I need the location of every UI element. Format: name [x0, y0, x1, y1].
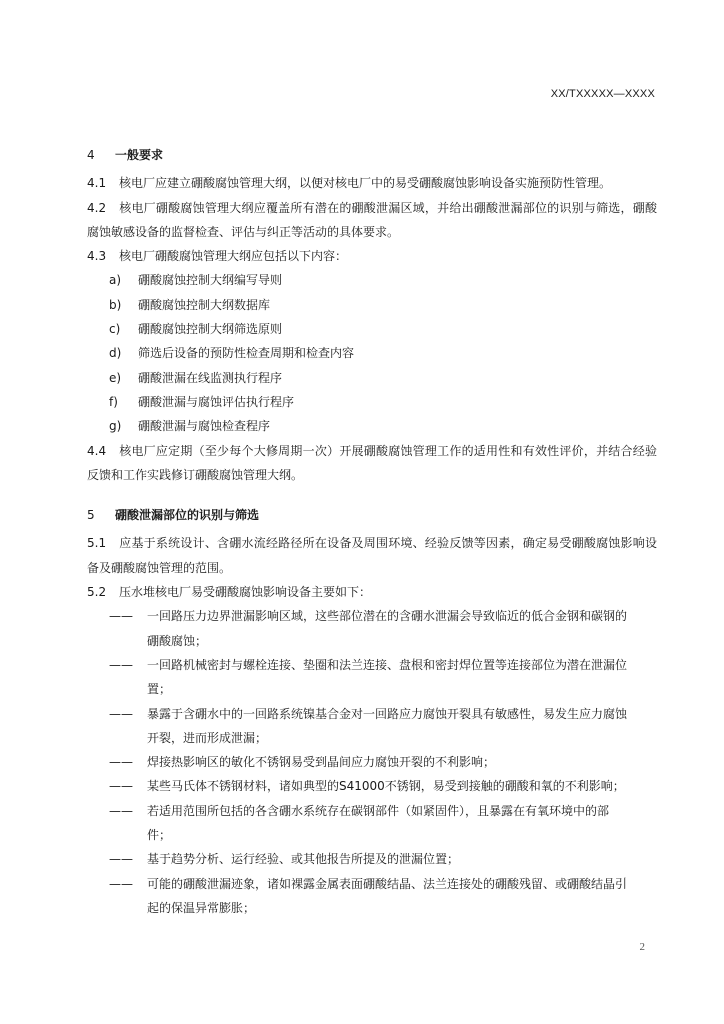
list-marker: g) — [109, 419, 122, 434]
section-number: 5 — [87, 508, 95, 523]
list-item — [87, 366, 657, 390]
list-text: 硼酸泄漏与腐蚀评估执行程序 — [138, 394, 295, 409]
dash-text-continued: 起的保温异常膨胀； — [147, 900, 256, 915]
dash-item — [87, 774, 657, 798]
list-text: 硼酸腐蚀控制大纲筛选原则 — [138, 322, 283, 337]
section-title: 硼酸泄漏部位的识别与筛选 — [115, 508, 260, 523]
dash-marker: —— — [109, 755, 133, 770]
list-marker: a) — [109, 273, 122, 288]
dash-text: 可能的硼酸泄漏迹象，诸如裸露金属表面硼酸结晶、法兰连接处的硼酸残留、或硼酸结晶引 — [147, 876, 628, 891]
dash-text: 基于趋势分析、运行经验、或其他报告所提及的泄漏位置； — [147, 852, 460, 867]
clause-text: 核电厂硼酸腐蚀管理大纲应覆盖所有潜在的硼酸泄漏区域，并给出硼酸泄漏部位的识别与筛选，硼酸腐蚀敏感设备的监督检查、评估与纠正等活动的具体要求。 — [87, 200, 657, 239]
dash-item — [87, 750, 657, 774]
clause-text: 核电厂硼酸腐蚀管理大纲应包括以下内容： — [119, 249, 348, 264]
list-item — [87, 317, 657, 341]
dash-text-continued: 开裂，进而形成泄漏； — [147, 730, 268, 745]
dash-item — [87, 847, 657, 871]
dash-item — [87, 872, 657, 921]
clause-4-2 — [87, 196, 657, 245]
list-item — [87, 293, 657, 317]
dash-marker: —— — [109, 779, 133, 794]
section-title: 一般要求 — [115, 148, 164, 162]
clause-4-4 — [87, 439, 657, 488]
dash-marker: —— — [109, 706, 133, 721]
list-marker: b) — [109, 297, 122, 312]
page-number: 2 — [639, 941, 645, 953]
list-item — [87, 390, 657, 414]
dash-item — [87, 604, 657, 653]
section-heading-5 — [87, 503, 657, 527]
list-text: 硼酸腐蚀控制大纲数据库 — [138, 297, 271, 312]
document-code-header: XX/TXXXXX—XXXX — [550, 88, 655, 100]
clause-text: 压水堆核电厂易受硼酸腐蚀影响设备主要如下： — [119, 585, 372, 600]
clause-4-3 — [87, 244, 657, 268]
clause-4-1 — [87, 171, 657, 195]
dash-marker: —— — [109, 876, 133, 891]
clause-text: 核电厂应定期（至少每个大修周期一次）开展硼酸腐蚀管理工作的适用性和有效性评价，并结合经验反馈和工作实践修订硼酸腐蚀管理大纲。 — [87, 443, 657, 482]
list-marker: f) — [109, 394, 118, 409]
list-marker: d) — [109, 346, 122, 361]
clause-text: 核电厂应建立硼酸腐蚀管理大纲，以便对核电厂中的易受硼酸腐蚀影响设备实施预防性管理。 — [119, 176, 612, 191]
dash-text: 一回路机械密封与螺栓连接、垫圈和法兰连接、盘根和密封焊位置等连接部位为潜在泄漏位 — [147, 657, 628, 672]
clause-number: 4.2 — [87, 200, 107, 215]
dash-text-continued: 置； — [147, 682, 172, 697]
clause-number: 4.3 — [87, 249, 107, 264]
section-number: 4 — [87, 148, 95, 162]
list-item — [87, 268, 657, 292]
dash-text: 若适用范围所包括的各含硼水系统存在碳钢部件（如紧固件），且暴露在有氧环境中的部 — [147, 803, 610, 818]
list-marker: e) — [109, 370, 122, 385]
clause-number: 5.1 — [87, 536, 107, 551]
list-marker: c) — [109, 322, 121, 337]
dash-marker: —— — [109, 852, 133, 867]
dash-marker: —— — [109, 609, 133, 624]
list-text: 硼酸泄漏与腐蚀检查程序 — [138, 419, 271, 434]
list-item — [87, 341, 657, 365]
dash-item — [87, 653, 657, 702]
list-text: 硼酸腐蚀控制大纲编写导则 — [138, 273, 283, 288]
list-item — [87, 414, 657, 438]
section-heading-4 — [87, 143, 657, 167]
clause-number: 4.1 — [87, 176, 107, 191]
dash-marker: —— — [109, 803, 133, 818]
list-text: 筛选后设备的预防性检查周期和检查内容 — [138, 346, 355, 361]
dash-item — [87, 799, 657, 848]
clause-number: 5.2 — [87, 585, 107, 600]
clause-text: 应基于系统设计、含硼水流经路径所在设备及周围环境、经验反馈等因素，确定易受硼酸腐蚀影响设备及硼酸腐蚀管理的范围。 — [87, 536, 657, 575]
clause-number: 4.4 — [87, 443, 107, 458]
list-text: 硼酸泄漏在线监测执行程序 — [138, 370, 283, 385]
dash-text-continued: 硼酸腐蚀； — [147, 633, 208, 648]
dash-text: 一回路压力边界泄漏影响区域，这些部位潜在的含硼水泄漏会导致临近的低合金钢和碳钢的 — [147, 609, 628, 624]
dash-marker: —— — [109, 657, 133, 672]
dash-text: 某些马氏体不锈钢材料，诸如典型的S41000不锈钢，易受到接触的硼酸和氧的不利影响； — [147, 779, 625, 794]
dash-text: 暴露于含硼水中的一回路系统镍基合金对一回路应力腐蚀开裂具有敏感性，易发生应力腐蚀 — [147, 706, 628, 721]
dash-text-continued: 件； — [147, 828, 172, 843]
clause-5-1 — [87, 531, 657, 580]
document-body — [87, 143, 657, 920]
dash-item — [87, 702, 657, 751]
clause-5-2 — [87, 580, 657, 604]
dash-text: 焊接热影响区的敏化不锈钢易受到晶间应力腐蚀开裂的不利影响； — [147, 755, 496, 770]
